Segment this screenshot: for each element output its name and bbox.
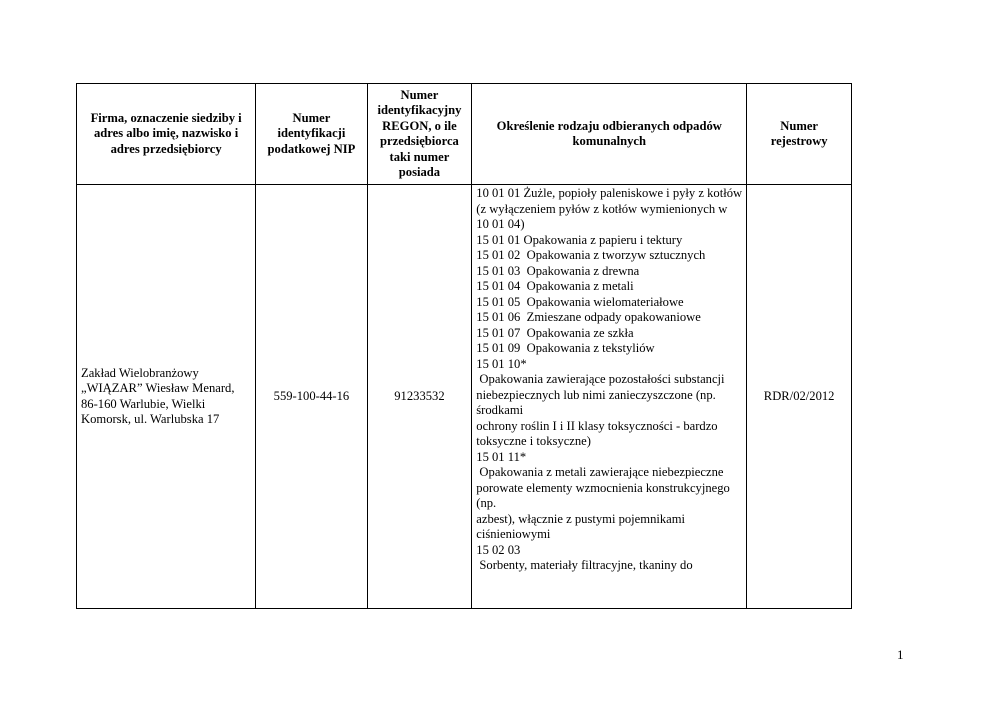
waste-code-line: 15 02 03 [476,542,521,557]
table-row [77,185,852,609]
waste-code-line: Sorbenty, materiały filtracyjne, tkaniny do [476,558,693,572]
header-waste: Określenie rodzaju odbieranych odpadów komunalnych [472,84,747,185]
waste-code-line: 15 01 09 Opakowania z tekstyliów [476,341,655,355]
waste-code-line: 15 01 03 Opakowania z drewna [476,263,640,278]
waste-code-line: 15 01 10* [476,356,527,371]
waste-code-line: 15 01 06 Zmieszane odpady opakowaniowe [476,310,701,324]
cell-register-number: RDR/02/2012 [747,185,852,609]
cell-waste-codes [472,185,747,609]
waste-code-line: azbest), włącznie z pustymi pojemnikami ciśnieniowymi [476,511,689,541]
header-register: Numer rejestrowy [747,84,852,185]
registry-table [76,83,852,609]
waste-code-line: 15 01 04 Opakowania z metali [476,279,634,293]
waste-code-line: 15 01 11* [476,449,527,464]
waste-code-list [476,186,746,607]
header-regon: Numer identyfikacyjny REGON, o ile przedsiębiorca taki numer posiada [367,84,472,185]
page-number: 1 [897,647,904,662]
waste-code-line: Opakowania z metali zawierające niebezpieczne porowate elementy wzmocnienia konstrukcyjnego (np. [476,465,733,510]
waste-code-line: ochrony roślin I i II klasy toksyczności - bardzo toksyczne i toksyczne) [476,418,721,448]
header-firm: Firma, oznaczenie siedziby i adres albo imię, nazwisko i adres przedsiębiorcy [77,84,256,185]
waste-code-line: 15 01 01 Opakowania z papieru i tektury [476,232,683,247]
waste-code-line: Opakowania zawierające pozostałości substancji niebezpiecznych lub nimi zanieczyszczone (np. środkami [476,372,728,417]
waste-code-line: 15 01 05 Opakowania wielomateriałowe [476,294,684,309]
waste-code-line: 10 01 01 Żużle, popioły paleniskowe i pyły z kotłów (z wyłączeniem pyłów z kotłów wymienionych w 10 01 04) [476,186,746,231]
header-row [77,84,852,185]
cell-firm: Zakład Wielobranżowy „WIĄZAR” Wiesław Menard, 86-160 Warlubie, Wielki Komorsk, ul. Warlubska 17 [77,185,256,609]
cell-regon: 91233532 [367,185,472,609]
cell-nip: 559-100-44-16 [256,185,367,609]
waste-code-line: 15 01 07 Opakowania ze szkła [476,325,634,340]
waste-code-line: 15 01 02 Opakowania z tworzyw sztucznych [476,248,706,262]
header-nip: Numer identyfikacji podatkowej NIP [256,84,367,185]
